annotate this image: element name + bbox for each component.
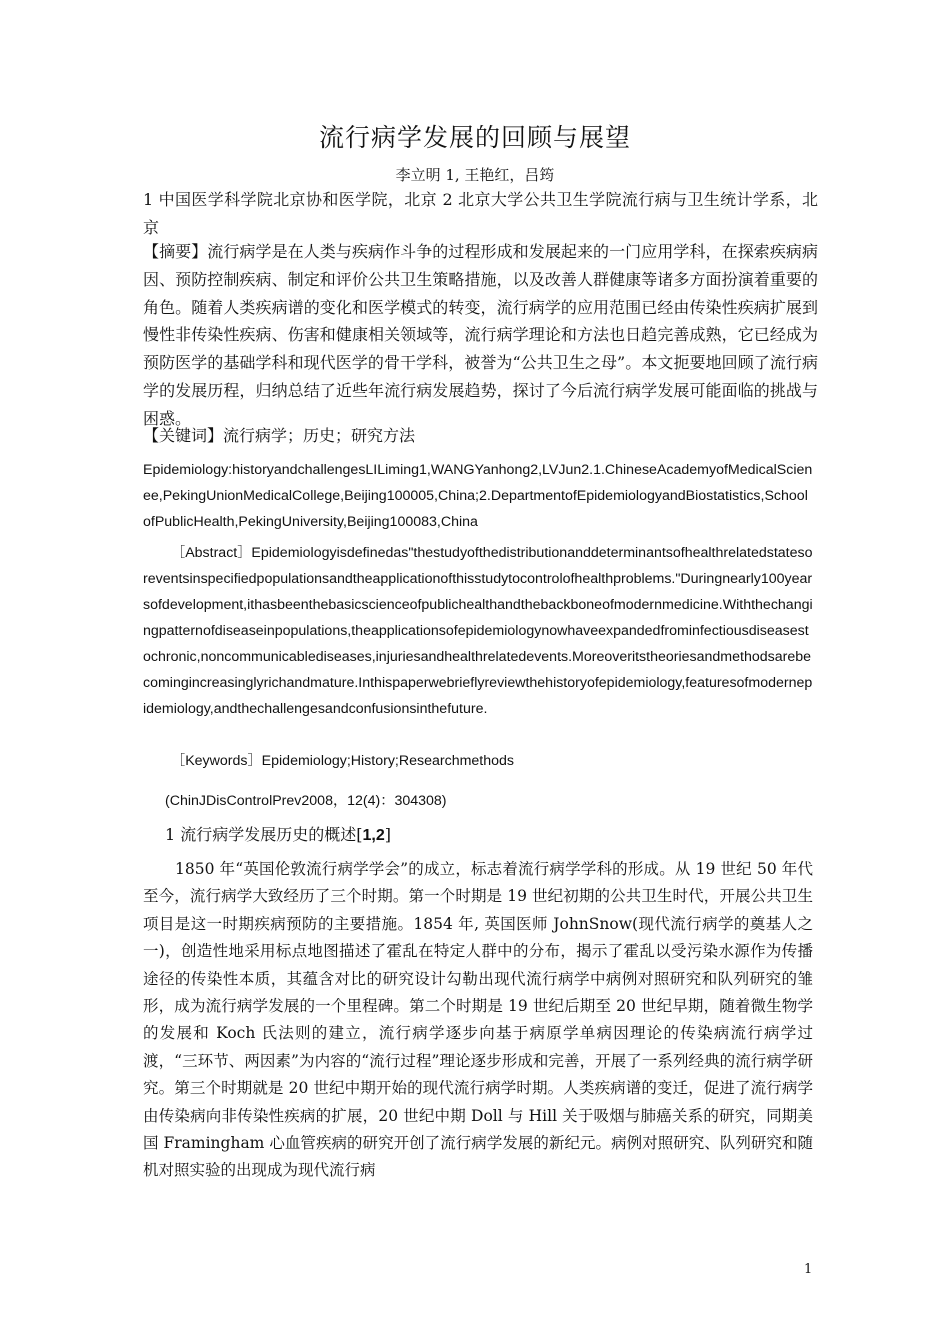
- section-heading-close: ]: [384, 825, 392, 844]
- author-list: 李立明 1, 王艳红，吕筠: [395, 166, 555, 184]
- keywords-en: ［Keywords］Epidemiology;History;Researchmethods: [171, 753, 515, 769]
- paper-title: 流行病学发展的回顾与展望: [318, 123, 631, 152]
- affiliation-cn: 1 中国医学科学院北京协和医学院，北京 2 北京大学公共卫生学院流行病与卫生统计学系，北京: [143, 190, 818, 237]
- affiliation-en: Epidemiology:historyandchallengesLILiming1,WANGYanhong2,LVJun2.1.ChineseAcademyofMedicalScienee,PekingUnionMedicalCollege,Beijing100005,China;2.DepartmentofEpidemiologyandBiostatistics,SchoolofPublicHealth,PekingUniversity,Beijing100083,China: [143, 462, 813, 530]
- abstract-cn: 【摘要】流行病学是在人类与疾病作斗争的过程形成和发展起来的一门应用学科，在探索疾病病因、预防控制疾病、制定和评价公共卫生策略措施，以及改善人群健康等诸多方面扮演着重要的角色。随着人类疾病谱的变化和医学模式的转变，流行病学的应用范围已经由传染性疾病扩展到慢性非传染性疾病、伤害和健康相关领域等，流行病学理论和方法也日趋完善成熟，它已经成为预防医学的基础学科和现代医学的骨干学科，被誉为“公共卫生之母”。本文扼要地回顾了流行病学的发展历程，归纳总结了近些年流行病发展趋势，探讨了今后流行病学发展可能面临的挑战与困惑。: [143, 242, 818, 428]
- journal-citation: (ChinJDisControlPrev2008，12(4)：304308): [165, 793, 447, 809]
- page-number: 1: [804, 1262, 813, 1277]
- section-heading-text: 1 流行病学发展历史的概述[: [165, 825, 363, 844]
- abstract-en: ［Abstract］Epidemiologyisdefinedas"thestudyofthedistributionanddeterminantsofhealthrelatedstatesoreventsinspecifiedpopulationsandtheapplicationofthisstudytocontrolofhealthproblems."Duringnearly100yearsofdevelopment,ithasbeenthebasicscienceofpublichealthandthebackboneofmodernmedicine.Withthechangingpatternofdiseaseinpopulations,theapplicationsofepidemiologynowhaveexpandedfrominfectiousdiseasestochronic,noncommunicablediseases,injuriesandhealthrelatedevents.Moreoveritstheoriesandmethodsarebecomingincreasinglyrichandmature.Inthispaperwebrieflyreviewthehistoryofepidemiology,featuresofmodernepidemiology,andthechallengesandconfusionsinthefuture.: [143, 545, 813, 717]
- keywords-cn: 【关键词】流行病学；历史；研究方法: [143, 426, 416, 445]
- section-heading: [165, 822, 391, 849]
- body-paragraph: 1850 年“英国伦敦流行病学学会”的成立，标志着流行病学学科的形成。从 19 世纪 50 年代至今，流行病学大致经历了三个时期。第一个时期是 19 世纪初期的公共卫生时代，开展公共卫生项目是这一时期疾病预防的主要措施。1854 年, 英国医师 JohnSnow(现代流行病学的奠基人之一)，创造性地采用标点地图描述了霍乱在特定人群中的分布，揭示了霍乱以受污染水源作为传播途径的传染性本质，其蕴含对比的研究设计勾勒出现代流行病学中病例对照研究和队列研究的雏形，成为流行病学发展的一个里程碑。第二个时期是 19 世纪后期至 20 世纪早期，随着微生物学的发展和 Koch 氏法则的建立，流行病学逐步向基于病原学单病因理论的传染病流行病学过渡，“三环节、两因素”为内容的“流行过程”理论逐步形成和完善，开展了一系列经典的流行病学研究。第三个时期就是 20 世纪中期开始的现代流行病学时期。人类疾病谱的变迁，促进了流行病学由传染病向非传染性疾病的扩展，20 世纪中期 Doll 与 Hill 关于吸烟与肺癌关系的研究，同期美国 Framingham 心血管疾病的研究开创了流行病学发展的新纪元。病例对照研究、队列研究和随机对照实验的出现成为现代流行病: [143, 860, 813, 1180]
- section-reference: 1,2: [362, 827, 385, 844]
